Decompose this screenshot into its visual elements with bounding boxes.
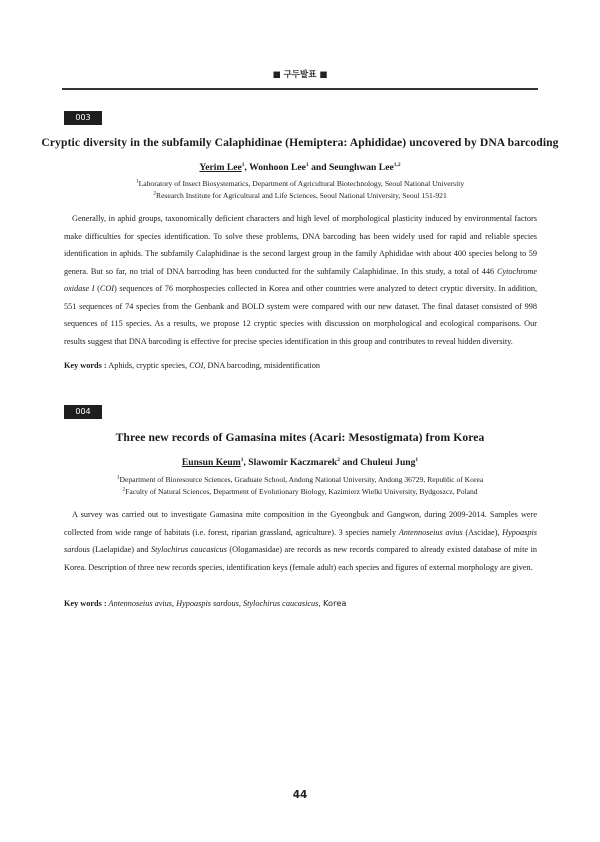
keywords-line	[64, 598, 537, 608]
abstract-segment: A survey was carried out to investigate Gamasina mite composition in the Gyeongbuk and Gangwon, during 2009-2014. Samples were collected from wide range of habitats (i.e. forest, riparian grassland, agriculture). 3 species namely	[64, 510, 537, 537]
author-name: Slawomir Kaczmarek	[248, 457, 338, 468]
abstract-text	[64, 210, 537, 350]
affiliation-superscript: 2	[153, 190, 156, 197]
author-name: Eunsun Keum	[181, 457, 241, 468]
keywords-segment: Antennoseius avius, Hypoaspis sardous, Stylochirus caucasicus,	[106, 599, 321, 608]
affiliation-line	[40, 178, 560, 190]
author-superscript: 1	[241, 161, 245, 168]
affiliation-list	[40, 474, 560, 498]
keywords-segment: Korea	[320, 598, 347, 608]
keywords-label: Key words :	[64, 361, 107, 370]
abstract-segment: (Laelapidae) and	[89, 545, 151, 554]
abstract-text	[64, 506, 537, 576]
abstract-segment: Cytochrome oxidase I	[64, 266, 537, 293]
affiliation-superscript: 1	[116, 474, 120, 481]
abstract-segment: COI	[99, 284, 115, 293]
author-separator: and	[339, 457, 361, 468]
affiliation-text: Laboratory of Insect Biosystematics, Department of Agricultural Biotechnology, Seoul National University	[138, 179, 465, 188]
abstract-segment: (	[94, 284, 100, 293]
affiliation-line	[40, 474, 560, 486]
author-list	[40, 162, 560, 173]
author-superscript: 1	[305, 161, 309, 168]
author-list	[40, 457, 560, 468]
header-rule	[62, 88, 538, 90]
keywords-segment: , DNA barcoding, misidentification	[203, 361, 320, 370]
author-name: Chuleui Jung	[360, 457, 416, 468]
author-superscript: 1	[240, 456, 244, 463]
keywords-segment: Aphids, cryptic species,	[106, 361, 190, 370]
keywords-label: Key words :	[64, 599, 107, 608]
author-separator: ,	[244, 162, 250, 173]
author-superscript: 1,2	[393, 161, 401, 168]
keywords-line	[64, 361, 537, 370]
abstract-segment: (Ascidae),	[462, 527, 503, 537]
abstract-segment: Antennoseius avius	[398, 527, 463, 537]
abstract-segment: Stylochirus caucasicus	[150, 545, 227, 554]
abstract-segment: ) sequences of 76 morphospecies collected in Korea and other countries were analyzed to detect cryptic diversity. In addition, 551 sequences of 74 species from the Genbank and BOLD system were compared with our new dataset. The final dataset consisted of 998 sequences of 115 species. As a results, we propose 12 cryptic species with discussion on morphological and ecological comparisons. Our results suggest that DNA barcoding is effective for precise species identification in this group and contributes to reveal hidden diversity.	[64, 284, 538, 346]
page-number: 44	[292, 789, 308, 801]
author-name: Yerim Lee	[199, 162, 242, 173]
page-header: ■ 구두발표 ■	[272, 70, 328, 80]
paper-id-badge: 004	[64, 405, 102, 419]
affiliation-text: Faculty of Natural Sciences, Department of Evolutionary Biology, Kazimierz Wielki University, Bydgoszcz, Poland	[125, 487, 478, 496]
author-superscript: 1	[415, 456, 419, 463]
author-superscript: 2	[337, 456, 340, 463]
author-name: Seunghwan Lee	[328, 162, 394, 173]
affiliation-line	[40, 486, 560, 498]
paper-title: Three new records of Gamasina mites (Acari: Mesostigmata) from Korea	[115, 431, 485, 444]
abstract-segment: (Ologamasidae) are records as new records compared to already existed database of mite in Korea. Description of three new records species, identification keys (female adult) each species and figures of external morphology are given.	[64, 545, 537, 572]
abstract-segment: Generally, in aphid groups, taxonomically deficient characters and high level of morphological plasticity induced by environmental factors make difficulties for species identification. To solve these problems, DNA barcoding has been widely used for rapid and reliable species identification in aphids. The subfamily Calaphidinae is the second largest group in the family Aphididae with about 400 species belong to 59 genera. But so far, no trial of DNA barcoding has been conducted for the subfamily Calaphidinae. In this study, a total of 446	[64, 214, 537, 276]
affiliation-text: Research Institute for Agricultural and Life Sciences, Seoul National University, Seoul 151-921	[156, 191, 447, 200]
affiliation-line	[40, 190, 560, 202]
abstract-segment: Hypoaspis sardous	[64, 527, 537, 554]
affiliation-text: Department of Bioresource Sciences, Graduate School, Andong National University, Andong 36729, Republic of Korea	[119, 475, 484, 484]
paper-title: Cryptic diversity in the subfamily Calaphidinae (Hemiptera: Aphididae) uncovered by DNA barcoding	[41, 136, 559, 149]
author-separator: ,	[243, 457, 249, 468]
author-name: Wonhoon Lee	[249, 162, 306, 173]
affiliation-superscript: 1	[135, 178, 139, 185]
affiliation-superscript: 2	[122, 486, 126, 493]
affiliation-list	[40, 178, 560, 202]
keywords-segment: COI	[189, 361, 204, 370]
paper-id-badge: 003	[64, 111, 102, 125]
author-separator: and	[308, 162, 329, 173]
